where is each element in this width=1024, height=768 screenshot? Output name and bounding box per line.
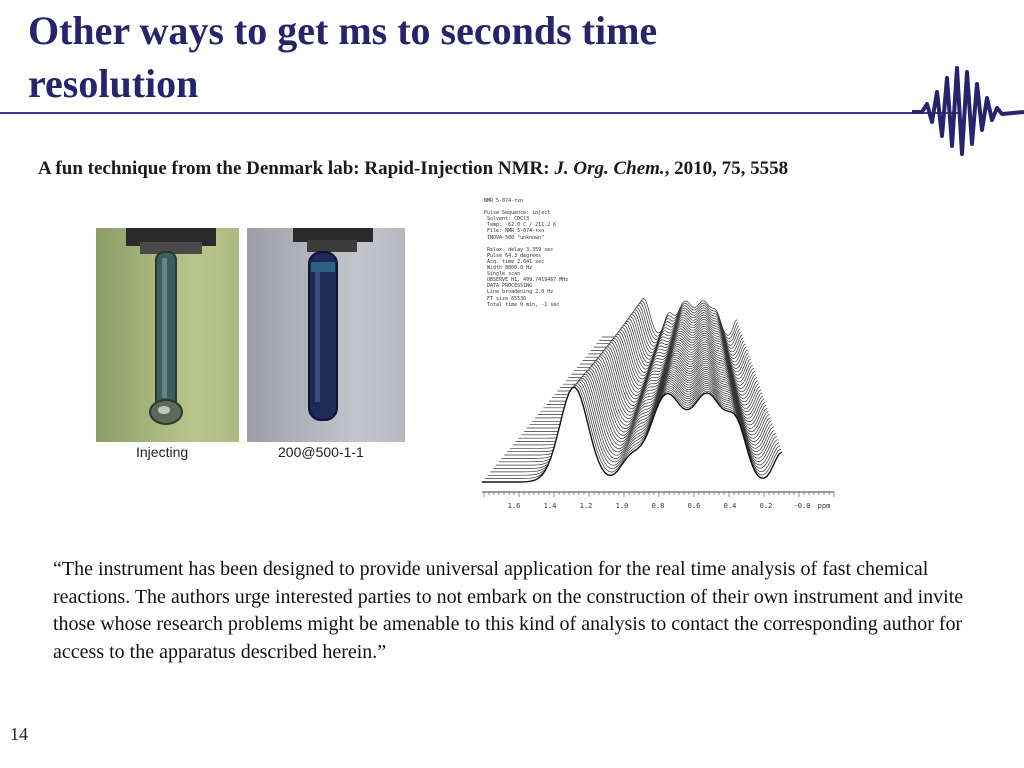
nmr-parameters: NMR 5-074-rxn Pulse Sequence: inject Solvent: CDCl3 Temp. -62.0 C / 211.2 K File: NMR_5-074-rxn INOVA-500 "unknown" Relax. delay 3.359 sec Pulse 64.3 degrees Acq. time 2.641 sec Width 8000.0 Hz Single scan OBSERVE H1, 499.7419467 MHz DATA PROCESSING Line broadening 2.0 Hz FT size 65536 Total time 0 min, -1 sec bbox=[484, 198, 569, 308]
ppm-unit-label: ppm bbox=[817, 502, 831, 510]
ppm-tick-label: 0.8 bbox=[651, 502, 665, 510]
spectra-traces bbox=[482, 298, 782, 484]
caption-sample: 200@500-1-1 bbox=[278, 444, 364, 460]
ppm-tick-label: 1.2 bbox=[579, 502, 593, 510]
page-number: 14 bbox=[10, 724, 28, 744]
caption-injecting: Injecting bbox=[136, 444, 189, 460]
ppm-tick-label: 0.2 bbox=[759, 502, 773, 510]
ppm-tick-label: 1.4 bbox=[543, 502, 557, 510]
ppm-tick-label: 0.4 bbox=[723, 502, 737, 510]
author-quote: “The instrument has been designed to provide universal application for the real time analysis of fast chemical reactions. The authors urge interested parties to not embark on the construction of their own instrument and invite those whose research problems might be amenable to this kind of analysis to contact the corresponding author for access to the apparatus described herein.” bbox=[53, 558, 964, 663]
slide-title: Other ways to get ms to seconds time resolution bbox=[28, 8, 658, 106]
journal-name: J. Org. Chem. bbox=[554, 158, 665, 179]
photo-tube-blue bbox=[247, 228, 405, 442]
photo-injecting bbox=[96, 228, 239, 442]
title-divider bbox=[0, 112, 960, 114]
reference-subtitle bbox=[38, 158, 788, 180]
ppm-tick-label: 0.6 bbox=[687, 502, 701, 510]
citation-details: , 2010, 75, 5558 bbox=[664, 158, 789, 179]
waveform-logo-icon bbox=[912, 64, 1024, 156]
ppm-tick-label: 1.0 bbox=[615, 502, 629, 510]
ppm-tick-label: 1.6 bbox=[507, 502, 521, 510]
ppm-tick-label: -0.0 bbox=[793, 502, 811, 510]
subtitle-text: A fun technique from the Denmark lab: Rapid-Injection NMR: bbox=[38, 158, 555, 179]
